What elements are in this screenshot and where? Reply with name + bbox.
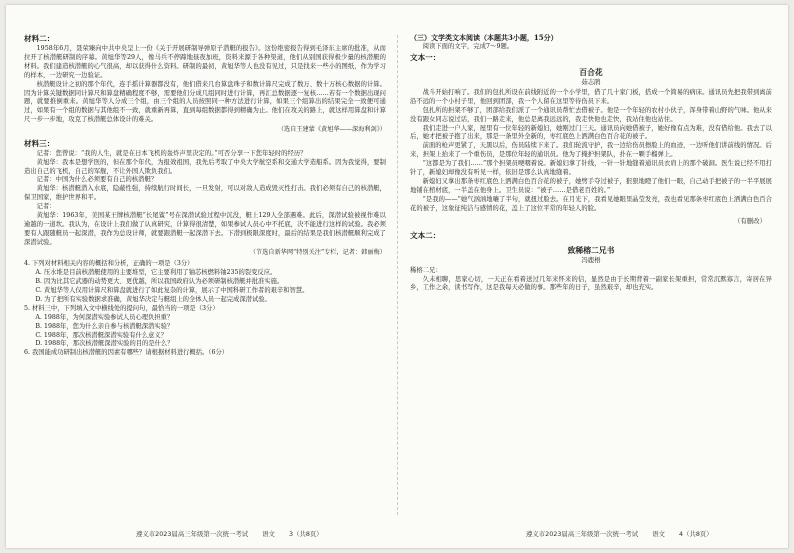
footer-school: 遵义市2023届高三年级第一次统一考试 <box>136 530 249 538</box>
page-4 <box>410 33 772 511</box>
story-attribution: （有删改） <box>734 216 766 225</box>
text-2-label: 文本二： <box>410 230 441 240</box>
question-5: 5. 材料三中，下列填入文中横线处的提问句，最恰当的一项是（3分） <box>24 304 219 312</box>
story-paragraph: 前面的枪声更紧了，天黑以后，伤员陆续下来了。我们轮流守护，我一边给伤员擦脸上的血迹，一边听他们讲前线的情况。后来，担架上抬来了一个重伤员，是那位年轻的通讯员。他为了掩护担架队，扑在一颗手榴弹上。 <box>410 142 772 159</box>
interview-paragraph: 记者：您曾说：“我的人生，就是在日本飞机的轰炸声里决定的。”可否分享一下您年轻时的经历？ <box>36 149 307 157</box>
exam-sheet <box>6 5 788 548</box>
question-6: 6. 我国能成功研制出核潜艇的因素有哪些？请根据材料进行概括。（6分） <box>24 349 229 357</box>
question-5-option-c: C. 1988年，那次核潜艇深潜实验有什么意义？ <box>35 331 167 339</box>
material-2-paragraph: 1958年6月，聂荣臻向中共中央呈上一份《关于开展研制导弹原子潜艇的报告》。这份绝密报告得到毛泽东主席的批准，从而拉开了核潜艇研制的序幕。黄旭华等29人，像马兵不停蹄地昼夜加班，资料来源于各种渠道，他们从别国获得极少量的核潜艇的材料。我们建造核潜艇的心气很高，却以获得什么资料。研制的最初，黄旭华等人也没有见过，只是找来一些小的图纸，作为学习的样本，一边研究一边验证。 <box>24 45 386 79</box>
story-paragraph: 我们走进一户人家，屋里有一位年轻的新媳妇，她刚过门三天。通讯员向她借被子，她好像有点为难，没有借给他。我去了以后，她才把被子抱了出来，那是一条里外全新的，枣红底色上洒满白色百合花的被子。 <box>410 124 772 141</box>
material-2-heading: 材料二： <box>24 34 55 43</box>
interview-blank: 记者： <box>36 203 56 211</box>
material-3-heading: 材料三： <box>24 138 55 148</box>
letter-title: 致稀榕二兄书 <box>567 245 615 255</box>
story-paragraph: 战斗开始打响了。我们的包扎所设在前线附近的一个小学里，借了几十家门板，搭成一个简易的病床。通讯员先把我带到离前沿不远的一个小村子里，他回到团部，我一个人留在这里等待伤员下来。 <box>410 88 772 105</box>
letter-salutation: 稀榕二兄： <box>410 266 442 274</box>
interview-paragraph: 记者：中国为什么必须要有自己的核潜艇？ <box>36 176 158 184</box>
footer-subject: 语文 <box>652 530 665 538</box>
story-paragraph: 新媳妇又拿出那条枣红底色上洒满白色百合花的被子，她劈手夺过被子，狠狠地瞪了他们一眼，自己动手把被子的一半平展展地铺在棺材底，一半盖在他身上。卫生员说：“被子……是借老百姓的。” <box>410 177 772 194</box>
letter-paragraph: 久未相聊，思家心切，一天正在看着送过几年来怀来的信，显然是由于长期背着一副家长架重担，常常沉默寡言，寄居在异乡，工作之余，读书写作，这是我每天必做的事。那些年的日子，虽然艰辛，却也充实。 <box>410 275 772 292</box>
story-author: 茹志鹃 <box>581 77 601 86</box>
footer-page-number: 3（共8页） <box>289 530 323 538</box>
interview-paragraph: 黄旭华：核潜艇潜入水底，隐蔽性强，持续航行时间长，一旦发射，可以对敌人造成毁灭性打击。我们必须有自己的核潜艇，保卫国家，维护世界和平。 <box>24 185 386 202</box>
story-title: 百合花 <box>579 67 603 77</box>
page-divider <box>397 35 398 515</box>
material-2-paragraph: 核潜艇设计之初的那个年代，连手摇计算器都没有，他们借来几台算盘珠子和数计算尺完成了数万、数十万核心数据的计算。因为计算关键数据同计算尺和算盘精确程度不够，需要他们分成几组同时进行计算，再汇总数据逐一复核……若有一个数据出现问题，就要推倒重来。黄旭华等人分成三个组，由三个组的人员按照同一种方法进行计算，如果三个组算出的结果完全一致便可通过，如果有一个组的数据与其他组不一致，就重新再算，直到每组数据都得到精确为止。他们在攻关的路上，就这样用算盘和计算尺一步一步地，攻克了核潜艇总体设计的难关。 <box>24 80 386 124</box>
text-1-label: 文本一： <box>410 52 441 62</box>
story-paragraph: 包扎所的担架不够了，团部给我们派了一个通讯员帮忙去借被子。他是一个年轻的农村小伙子，浑身带着山野的气味。他从来没有跟女同志说过话，我们一路走来，他总是离我远远的，我走快他也走快，我站住他也站住。 <box>410 106 772 123</box>
question-5-option-b: B. 1988年，您为什么亲自参与核潜艇深潜实验？ <box>35 322 174 330</box>
question-4-option-d: D. 为了把所有实验数据求准确，黄旭华决定与艇组上的全体人员一起完成深潜试验。 <box>35 295 271 303</box>
footer-subject: 语文 <box>262 530 275 538</box>
question-4-option-a: A. 压水堆是目前核潜艇使用的主要堆型，它主要利用了铀芯核燃料铀235的裂变反应。 <box>35 269 277 277</box>
question-4-option-c: C. 黄旭华等人仅用计算尺和算盘就进行了如此复杂的计算，展示了中国科研工作者的艰辛和智慧。 <box>35 287 309 295</box>
footer-page-number: 4（共8页） <box>679 530 713 538</box>
reading-instruction: 阅读下面的文字，完成7～9题。 <box>422 43 514 50</box>
story-paragraph: “这都是为了我们……”那个担架员哽咽着说。新媳妇拿了针线，一针一针地缝着通讯员衣肩上的那个破洞。医生说已经不用打针了，新媳妇却像没有听见一样，依旧是那么认真地缝着。 <box>410 160 772 177</box>
question-4: 4. 下列对材料相关内容的概括和分析，正确的一项是（3分） <box>24 260 194 268</box>
section-heading: （三）文学类文本阅读（本题共3小题，15分） <box>410 33 558 42</box>
page-4-footer <box>526 530 725 538</box>
story-paragraph: “是我的——”她气汹汹地嚷了半句，就扭过脸去。在月光下，我看见她眼里晶莹发亮，我也看见那条枣红底色上洒满白色百合花的被子，这象征纯洁与感情的花，盖上了这位平常的年轻人的脸。 <box>410 195 772 212</box>
page-3-footer <box>136 530 335 538</box>
material-3-source: （节选自新华网“特别关注”专栏，记者：韩丽梅） <box>249 248 386 256</box>
material-2-source: （选自王建蒙《黄旭华——深海利剑》） <box>277 126 386 134</box>
question-4-option-b: B. 因为比其它武器的动势更大、更优越，所以我国政府认为必须研制核潜艇并批准实施。 <box>35 278 284 286</box>
question-5-option-a: A. 1988年，为何深潜实验参试人员心理负担重？ <box>35 313 174 321</box>
letter-author: 冯鹿梧 <box>581 255 601 264</box>
interview-paragraph: 黄旭华：1963年，美国某王牌核潜艇“长尾鲨”号在深潜试验过程中沉没，艇上129人全部遇难。此后，深潜试验被视作难以逾越的一道坎。我认为，在设计上我们做了认真研究，计算得很清楚，如果参试人员心中不托底，决不能进行这样的试验。我必须要有人跟随艇员一起深潜，我作为总设计师，就要跟潜艇一起深潜下去。下潜到极限深度时，最后的结果是我们核潜艇顺利完成了深潜试验。 <box>24 212 386 246</box>
interview-paragraph: 黄旭华：我本是想学医的，但在那个年代，为报效祖国，我先后考取了中央大学航空系和交通大学造船系。因为我觉得，要制造出自己的飞机，自己的军舰，不让外国人欺负我们。 <box>24 158 386 175</box>
page-3 <box>24 33 386 511</box>
question-5-option-d: D. 1988年，那次核潜艇深潜实验的目的是什么？ <box>35 340 174 348</box>
footer-school: 遵义市2023届高三年级第一次统一考试 <box>526 530 639 538</box>
